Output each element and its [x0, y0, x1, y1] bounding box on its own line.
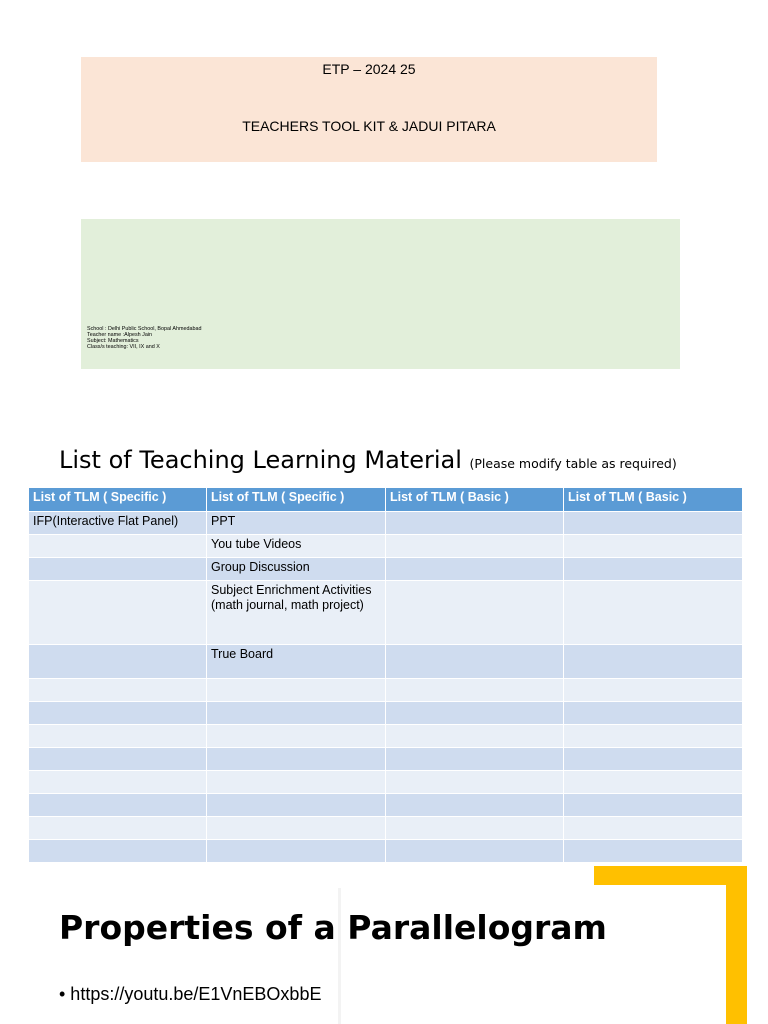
table-cell: Group Discussion: [207, 558, 386, 581]
table-cell: [386, 535, 564, 558]
table-cell: [564, 817, 743, 840]
table-cell: [29, 702, 207, 725]
table-cell: [386, 512, 564, 535]
table-cell: [564, 725, 743, 748]
table-row: [29, 535, 743, 558]
table-cell: [207, 771, 386, 794]
tlm-table: [28, 487, 743, 863]
teacher-name-line: Teacher name :Alpesh Jain: [87, 332, 153, 338]
school-line: School : Delhi Public School, Bopal Ahmedabad: [87, 326, 202, 332]
table-cell: [207, 679, 386, 702]
table-cell: IFP(Interactive Flat Panel): [29, 512, 207, 535]
table-row: [29, 725, 743, 748]
table-cell: [564, 794, 743, 817]
table-header-row: [29, 488, 743, 512]
title-line-etp: ETP – 2024 25: [322, 61, 416, 77]
table-cell: [564, 679, 743, 702]
table-cell: [207, 794, 386, 817]
table-cell: [386, 558, 564, 581]
table-cell: [29, 679, 207, 702]
table-cell: [207, 702, 386, 725]
table-cell: [207, 840, 386, 863]
table-cell: [564, 748, 743, 771]
video-link-bullet[interactable]: • https://youtu.be/E1VnEBOxbbE: [59, 984, 322, 1004]
table-cell: [29, 535, 207, 558]
table-cell: True Board: [207, 645, 386, 679]
column-header: List of TLM ( Basic ): [564, 488, 743, 512]
table-cell: [386, 645, 564, 679]
table-cell: [386, 679, 564, 702]
subject-line: Subject: Mathematics: [87, 338, 139, 344]
accent-bar-horizontal: [594, 866, 747, 885]
table-cell: [564, 535, 743, 558]
table-row: [29, 771, 743, 794]
table-row: [29, 581, 743, 645]
table-cell: [564, 840, 743, 863]
table-row: [29, 817, 743, 840]
table-cell: [29, 725, 207, 748]
table-row: [29, 702, 743, 725]
table-cell: [564, 558, 743, 581]
table-row: [29, 645, 743, 679]
table-cell: [564, 702, 743, 725]
table-row: [29, 748, 743, 771]
table-cell: [564, 512, 743, 535]
table-cell: [29, 581, 207, 645]
table-cell: [207, 725, 386, 748]
table-cell: [386, 840, 564, 863]
accent-bar-vertical: [726, 866, 747, 1024]
table-cell: [386, 817, 564, 840]
table-row: [29, 679, 743, 702]
table-cell: [386, 748, 564, 771]
table-cell: [564, 645, 743, 679]
table-cell: [386, 702, 564, 725]
tlm-heading-note: (Please modify table as required): [469, 456, 677, 471]
tlm-heading: [59, 446, 677, 474]
table-cell: [29, 748, 207, 771]
table-cell: [386, 771, 564, 794]
teacher-info-box: [81, 219, 680, 369]
table-cell: [564, 581, 743, 645]
class-line: Class/s teaching: VII, IX and X: [87, 344, 160, 350]
table-cell: [29, 817, 207, 840]
table-cell: [29, 794, 207, 817]
column-header: List of TLM ( Specific ): [207, 488, 386, 512]
column-header: List of TLM ( Basic ): [386, 488, 564, 512]
slide-title: Properties of a Parallelogram: [59, 908, 607, 947]
table-row: [29, 840, 743, 863]
table-row: [29, 794, 743, 817]
table-cell: [207, 748, 386, 771]
table-cell: PPT: [207, 512, 386, 535]
table-cell: [564, 771, 743, 794]
table-cell: [29, 645, 207, 679]
column-header: List of TLM ( Specific ): [29, 488, 207, 512]
tlm-heading-main: List of Teaching Learning Material: [59, 446, 462, 474]
title-line-toolkit: TEACHERS TOOL KIT & JADUI PITARA: [242, 118, 496, 134]
table-cell: [207, 817, 386, 840]
table-cell: [29, 840, 207, 863]
table-cell: [386, 581, 564, 645]
teacher-info-lines: [87, 326, 201, 350]
table-cell: [386, 725, 564, 748]
table-row: [29, 512, 743, 535]
title-box: [81, 57, 657, 162]
table-cell: [386, 794, 564, 817]
table-cell: [29, 771, 207, 794]
table-cell: You tube Videos: [207, 535, 386, 558]
table-row: [29, 558, 743, 581]
table-cell: Subject Enrichment Activities (math journal, math project): [207, 581, 386, 645]
table-cell: [29, 558, 207, 581]
